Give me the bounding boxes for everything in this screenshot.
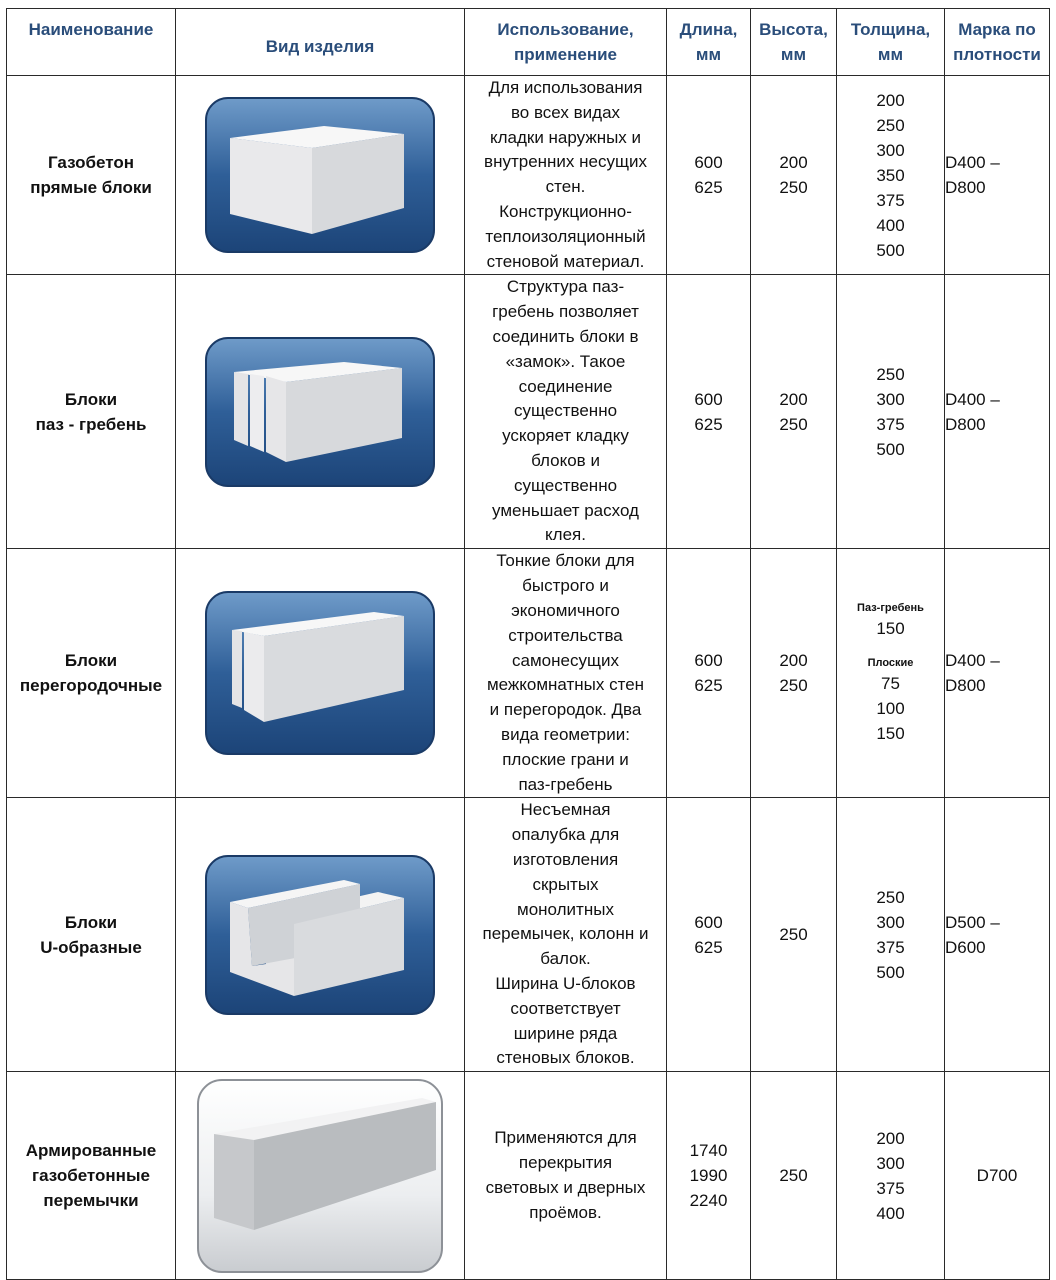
header-thickness: Толщина, мм <box>837 9 945 76</box>
u-shaped-block-icon <box>204 854 436 1016</box>
straight-block-icon <box>204 96 436 254</box>
product-brand: D700 <box>945 1072 1050 1280</box>
product-name: Блоки U-образные <box>7 798 176 1072</box>
product-image <box>176 76 465 275</box>
tongue-groove-block-icon <box>204 336 436 488</box>
product-length: 600 625 <box>667 549 751 798</box>
product-length: 600 625 <box>667 275 751 549</box>
product-usage: Структура паз- гребень позволяет соединить блоки в «замок». Такое соединение существенно ускоряет кладку блоков и существенно уменьшает расход клея. <box>465 275 667 549</box>
product-image <box>176 549 465 798</box>
product-length: 1740 1990 2240 <box>667 1072 751 1280</box>
product-height: 250 <box>751 1072 837 1280</box>
product-height: 200 250 <box>751 275 837 549</box>
product-brand: D500 – D600 <box>945 798 1050 1072</box>
table-row <box>7 1072 1050 1280</box>
product-usage: Несъемная опалубка для изготовления скрытых монолитных перемычек, колонн и балок. Ширина U-блоков соответствует ширине ряда стеновых блоков. <box>465 798 667 1072</box>
product-thickness: 250 300 375 500 <box>837 275 945 549</box>
table-row <box>7 275 1050 549</box>
reinforced-lintel-icon <box>196 1078 444 1274</box>
header-view: Вид изделия <box>176 9 465 76</box>
product-name: Блоки перегородочные <box>7 549 176 798</box>
product-length: 600 625 <box>667 76 751 275</box>
product-length: 600 625 <box>667 798 751 1072</box>
product-brand: D400 – D800 <box>945 549 1050 798</box>
product-thickness: 200 300 375 400 <box>837 1072 945 1280</box>
product-spec-table <box>6 8 1050 1280</box>
product-name: Газобетон прямые блоки <box>7 76 176 275</box>
header-brand: Марка по плотности <box>945 9 1050 76</box>
product-thickness: 200 250 300 350 375 400 500 <box>837 76 945 275</box>
product-image <box>176 798 465 1072</box>
table-row <box>7 76 1050 275</box>
header-usage: Использование, применение <box>465 9 667 76</box>
partition-block-icon <box>204 590 436 756</box>
product-image <box>176 275 465 549</box>
product-height: 250 <box>751 798 837 1072</box>
product-usage: Тонкие блоки для быстрого и экономичного строительства самонесущих межкомнатных стен и перегородок. Два вида геометрии: плоские грани и паз-гребень <box>465 549 667 798</box>
thickness-group-label: Паз-гребень <box>857 602 924 615</box>
product-image <box>176 1072 465 1280</box>
product-name: Армированные газобетонные перемычки <box>7 1072 176 1280</box>
product-height: 200 250 <box>751 76 837 275</box>
product-brand: D400 – D800 <box>945 275 1050 549</box>
product-height: 200 250 <box>751 549 837 798</box>
header-name: Наименование <box>7 9 176 76</box>
product-thickness: Паз-гребень 150 Плоские 75 100 150 <box>837 549 945 798</box>
header-height: Высота, мм <box>751 9 837 76</box>
table-row <box>7 798 1050 1072</box>
header-length: Длина, мм <box>667 9 751 76</box>
product-usage: Для использования во всех видах кладки наружных и внутренних несущих стен. Конструкционно- теплоизоляционный стеновой материал. <box>465 76 667 275</box>
table-row <box>7 549 1050 798</box>
product-usage: Применяются для перекрытия световых и дверных проёмов. <box>465 1072 667 1280</box>
thickness-group-label: Плоские <box>867 657 914 670</box>
product-thickness: 250 300 375 500 <box>837 798 945 1072</box>
header-row <box>7 9 1050 76</box>
product-brand: D400 – D800 <box>945 76 1050 275</box>
product-name: Блоки паз - гребень <box>7 275 176 549</box>
